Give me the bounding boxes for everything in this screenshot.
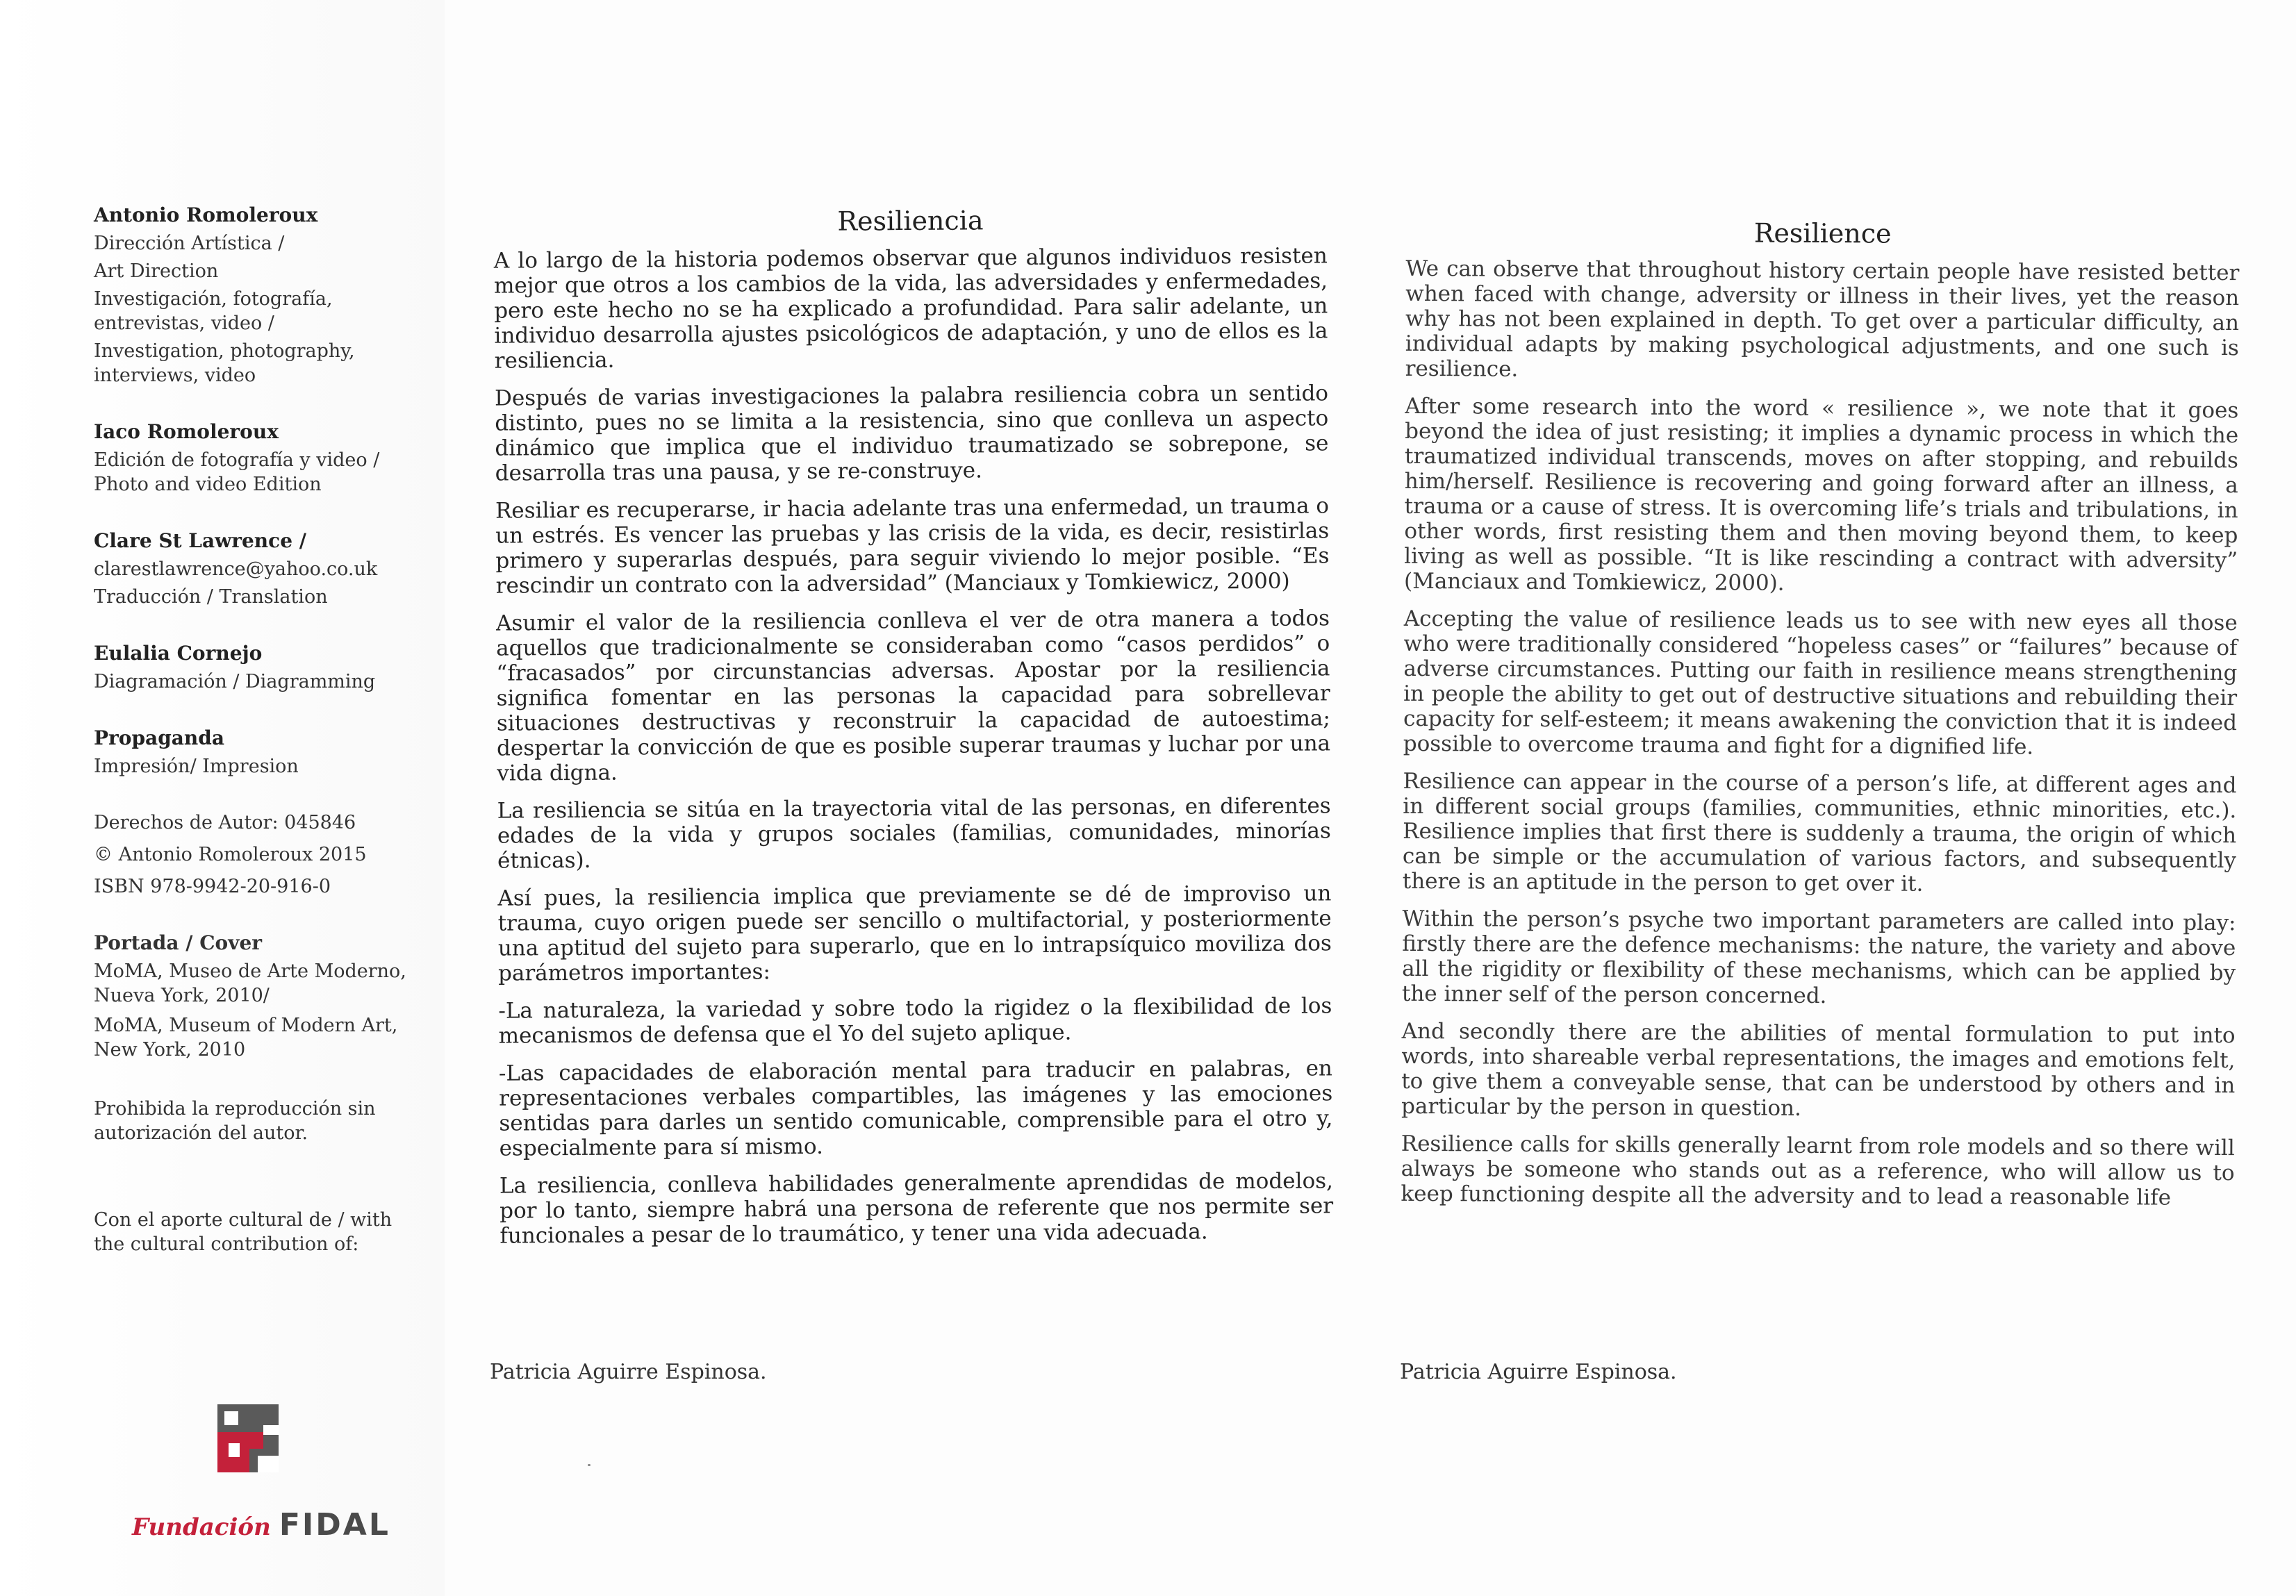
credit-role: Investigación, fotografía, entrevistas, video / — [94, 288, 333, 334]
credit-role: Investigation, photography, interviews, video — [94, 340, 355, 386]
reproduction-notice — [94, 1097, 420, 1145]
credit-role: Diagramación / Diagramming — [94, 671, 376, 692]
credit-eulalia — [94, 641, 420, 694]
article-paragraph: After some research into the word « resilience », we note that it goes beyond the idea of just resisting; it implies a dynamic process in which the traumatized individual transcends, moves on after stopping, and rebuilds him/herself. Resilience is recovering and going forward after an illness, a trauma or a cause of stress. It is overcoming life’s trials and tribulations, in other words, first resisting them and then moving beyond them, to keep living as well as possible. “It is like rescinding a contract with adversity” (Manciaux and Tomkiewicz, 2000). — [1403, 393, 2239, 596]
cover-label: Portada / Cover — [94, 931, 263, 954]
reproduction-line: autorización del autor. — [94, 1122, 308, 1144]
logo-script: Fundación — [132, 1513, 271, 1541]
cover-line-en: MoMA, Museum of Modern Art, New York, 2010 — [94, 1015, 398, 1061]
article-title: Resiliencia — [837, 205, 984, 237]
logo-cut — [258, 1456, 279, 1472]
paper-speck — [588, 1464, 590, 1466]
reproduction-line: Prohibida la reproducción sin — [94, 1098, 376, 1120]
cover-credit — [94, 931, 420, 1062]
credit-propaganda — [94, 726, 420, 779]
logo-cut — [263, 1425, 279, 1435]
article-paragraph: Resiliar es recuperarse, ir hacia adelante tras una enfermedad, un trauma o un estrés. Es vencer las pruebas y las crisis de la vida, es decir, resistirlas primero y superarlas después, para seguir viviendo lo mejor posible. “Es rescindir un contrato con la adversidad” (Manciaux y Tomkiewicz, 2000) — [495, 493, 1330, 599]
article-paragraph: Accepting the value of resilience leads us to see with new eyes all those who were traditionally considered “hopeless cases” or “failures” because of adverse circumstances. Putting our faith in resilience means strengthening in people the ability to get out of destructive situations and rebuilding their capacity for self-esteem; it means awakening the conviction that it is indeed possible to overcome trauma and fight for a dignified life. — [1403, 606, 2238, 760]
credit-role: Traducción / Translation — [94, 586, 328, 608]
credit-role: Dirección Artística / — [94, 233, 285, 254]
rights-number: Derechos de Autor: 045846 — [94, 812, 356, 833]
article-paragraph: La resiliencia, conlleva habilidades generalmente aprendidas de modelos, por lo tanto, siempre habrá una persona de referente que nos permite ser funcionales a pesar de lo traumático, y tener una vida adecuada. — [499, 1168, 1334, 1249]
article-signature: Patricia Aguirre Espinosa. — [1400, 1360, 1677, 1384]
article-paragraph: Resilience calls for skills generally learnt from role models and so there will always be someone who stands out as a reference, who will allow us to keep functioning despite all the adversity and to lead a reasonable life — [1401, 1131, 2235, 1211]
contribution-line: Con el aporte cultural de / with — [94, 1209, 393, 1231]
logo-cut — [224, 1411, 238, 1425]
article-paragraph: Within the person’s psyche two important parameters are called into play: firstly there are the defence mechanisms: the nature, the variety and above all the rigidity or flexibility of these mechanisms, which can be applied by the inner self of the person concerned. — [1401, 906, 2236, 1009]
credit-clare — [94, 529, 420, 609]
credit-name: Antonio Romoleroux — [94, 203, 318, 226]
article-paragraph: -Las capacidades de elaboración mental para traducir en palabras, en representaciones verbales compartibles, las imágenes y las emociones sentidas para darles un sentido comunicable, comprensible para el otro y, especialmente para sí mismo. — [498, 1056, 1333, 1161]
credit-name: Clare St Lawrence / — [94, 529, 306, 552]
credit-role: Impresión/ Impresion — [94, 756, 299, 777]
credit-role: Art Direction — [94, 260, 219, 282]
contribution-note — [94, 1208, 420, 1256]
fidal-logo-icon — [217, 1404, 279, 1472]
article-paragraph: La resiliencia se sitúa en la trayectoria vital de las personas, en diferentes edades de la vida y grupos sociales (familias, comunidades, minorías étnicas). — [497, 793, 1331, 874]
logo-red-block — [249, 1432, 263, 1449]
article-paragraph: A lo largo de la historia podemos observar que algunos individuos resisten mejor que otros a los cambios de la vida, las adversidades y enfermedades, pero este hecho no se ha explicado a profundidad. Para salir adelante, un individuo desarrolla ajustes psicológicos de adaptación, y uno de ellos es la resiliencia. — [493, 243, 1328, 374]
credit-name: Eulalia Cornejo — [94, 642, 263, 665]
isbn: ISBN 978-9942-20-916-0 — [94, 876, 331, 897]
credit-antonio — [94, 203, 420, 388]
article-english — [1401, 219, 2240, 1223]
credit-name: Iaco Romoleroux — [94, 420, 279, 443]
article-spanish — [493, 206, 1333, 1261]
copyright-notice: © Antonio Romoleroux 2015 — [94, 844, 367, 865]
credit-iaco — [94, 419, 420, 497]
credit-name: Propaganda — [94, 726, 225, 749]
article-paragraph: -La naturaleza, la variedad y sobre todo la rigidez o la flexibilidad de los mecanismos de defensa que el Yo del sujeto aplique. — [498, 993, 1332, 1049]
article-paragraph: Asumir el valor de la resiliencia conlleva el ver de otra manera a todos aquellos que tradicionalmente se consideraban como “casos perdidos” o “fracasados” por circunstancias adversas. Apostar por la resiliencia significa fomentar en las personas la capacidad para sobrellevar situaciones destructivas y reconstruir la capacidad de autoestima; despertar la convicción de que es posible superar traumas y luchar por una vida digna. — [495, 606, 1331, 786]
article-paragraph: We can observe that throughout history certain people have resisted better when faced with change, adversity or illness in their lives, yet the reason why has not been explained in depth. To get over a particular difficulty, an individual adapts by making psychological adjustments, and one such is resilience. — [1405, 256, 2240, 382]
logo-cut — [229, 1443, 240, 1457]
article-signature: Patricia Aguirre Espinosa. — [490, 1360, 767, 1384]
logo-brand: FIDAL — [279, 1507, 390, 1543]
article-paragraph: And secondly there are the abilities of mental formulation to put into words, into shareable verbal representations, the images and emotions felt, to give them a conveyable sense, that can be understood by others and in particular by the person in question. — [1401, 1018, 2236, 1121]
fidal-logo-text — [132, 1507, 390, 1543]
copyright-block — [94, 811, 420, 899]
credits-column — [94, 203, 420, 1256]
article-title: Resilience — [1753, 217, 1892, 249]
article-paragraph: Resilience can appear in the course of a person’s life, at different ages and in different social groups (families, communities, ethnic minorities, etc.). Resilience implies that first there is suddenly a trauma, the origin of which can be simple or the accumulation of various factors, and subsequently there is an aptitude in the person to get over it. — [1402, 768, 2237, 897]
credit-role: Edición de fotografía y video / Photo and video Edition — [94, 449, 380, 495]
article-paragraph: Así pues, la resiliencia implica que previamente se dé de improviso un trauma, cuyo origen puede ser sencillo o multifactorial, y posteriormente una aptitud del sujeto para superarlo, que en lo intrapsíquico moviliza dos parámetros importantes: — [497, 881, 1332, 986]
contribution-line: the cultural contribution of: — [94, 1233, 359, 1255]
credit-email: clarestlawrence@yahoo.co.uk — [94, 558, 378, 580]
article-paragraph: Después de varias investigaciones la palabra resiliencia cobra un sentido distinto, pues no se limita a la resistencia, sino que conlleva un aspecto dinámico que implica que el individuo traumatizado se sobrepone, se desarrolla tras una pausa, y se re-construye. — [494, 381, 1329, 486]
cover-line-es: MoMA, Museo de Arte Moderno, Nueva York, 2010/ — [94, 961, 406, 1006]
